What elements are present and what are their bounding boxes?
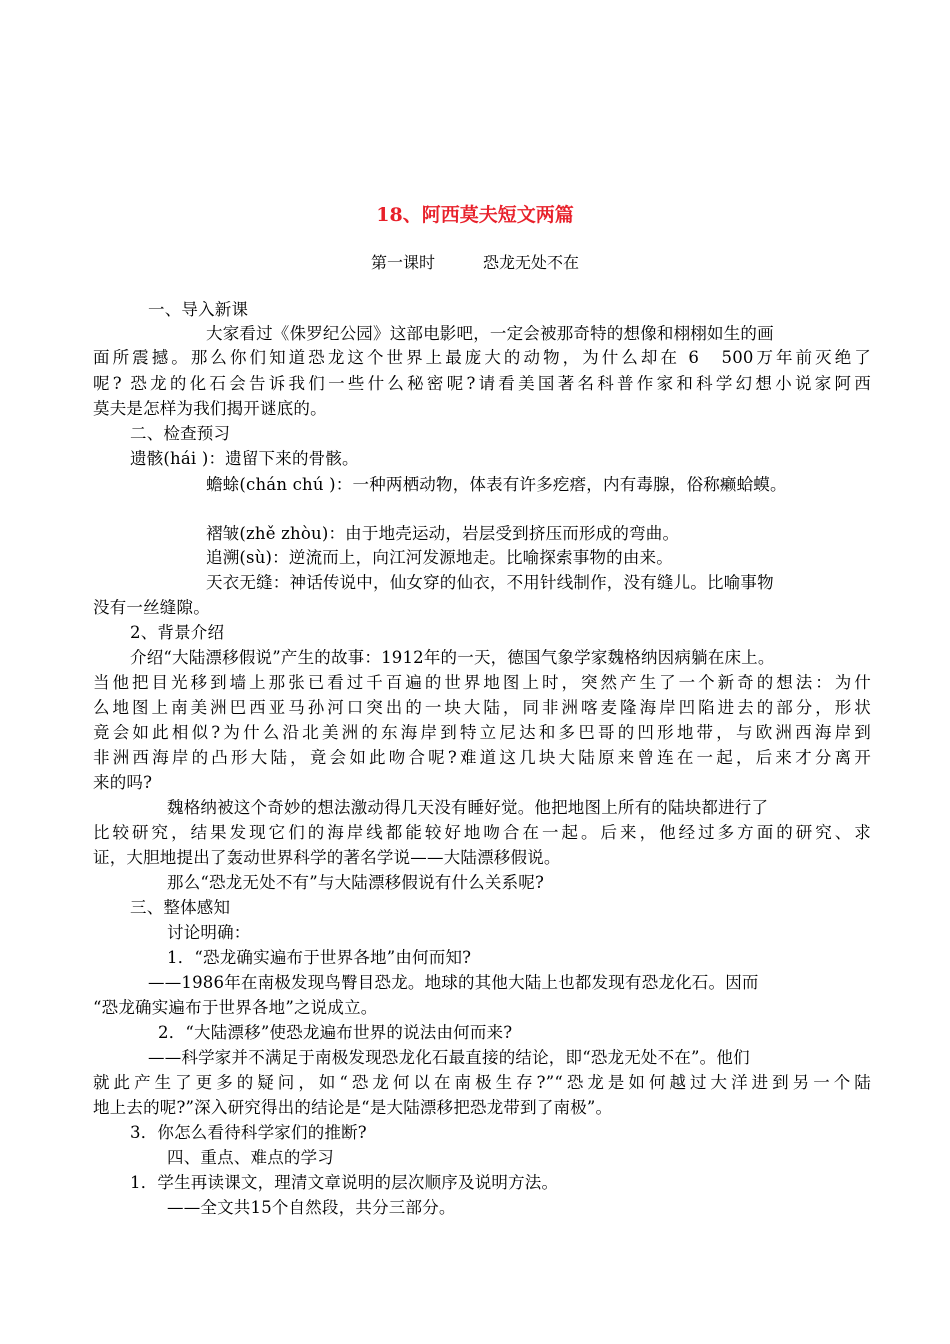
paragraph-line: 讨论明确：	[167, 923, 251, 942]
lesson-label: 第一课时	[370, 253, 435, 272]
lesson-topic: 恐龙无处不在	[483, 253, 580, 272]
paragraph-line: 面所震撼。那么你们知道恐龙这个世界上最庞大的动物，为什么却在 6 500万年前灭绝了	[93, 348, 871, 367]
paragraph-line: 呢? 恐龙的化石会告诉我们一些什么秘密呢?请看美国著名科普作家和科学幻想小说家阿西	[93, 374, 871, 393]
paragraph-line: 魏格纳被这个奇妙的想法激动得几天没有睡好觉。他把地图上所有的陆块都进行了	[167, 798, 769, 817]
section-heading: 三、整体感知	[130, 898, 231, 917]
paragraph-line: 1．学生再读课文，理清文章说明的层次顺序及说明方法。	[130, 1173, 559, 1192]
paragraph-line: 么地图上南美洲巴西亚马孙河口突出的一块大陆，同非洲喀麦隆海岸凹陷进去的部分，形状	[93, 698, 871, 717]
lesson-subtitle	[0, 250, 950, 273]
vocab-item: 追溯(sù)：逆流而上，向江河发源地走。比喻探索事物的由来。	[206, 548, 673, 567]
paragraph-line: 比较研究，结果发现它们的海岸线都能较好地吻合在一起。后来，他经过多方面的研究、求	[93, 823, 871, 842]
vocab-item: 褶皱(zhě zhòu)：由于地壳运动，岩层受到挤压而形成的弯曲。	[206, 524, 680, 543]
question-line: 3．你怎么看待科学家们的推断?	[130, 1123, 367, 1142]
answer-line: ——全文共15个自然段，共分三部分。	[167, 1198, 456, 1217]
answer-line: “恐龙确实遍布于世界各地”之说成立。	[93, 998, 378, 1017]
paragraph-line: 竟会如此相似?为什么沿北美洲的东海岸到特立尼达和多巴哥的凹形地带，与欧洲西海岸到	[93, 723, 871, 742]
vocab-item: 没有一丝缝隙。	[93, 598, 210, 617]
question-line: 2．“大陆漂移”使恐龙遍布世界的说法由何而来?	[158, 1023, 513, 1042]
paragraph-line: 那么“恐龙无处不有”与大陆漂移假说有什么关系呢?	[167, 873, 545, 892]
section-heading: 2、背景介绍	[130, 623, 225, 642]
paragraph-line: 介绍“大陆漂移假说”产生的故事：1912年的一天，德国气象学家魏格纳因病躺在床上。	[130, 648, 775, 667]
document-title: 18、阿西莫夫短文两篇	[376, 204, 574, 226]
vocab-item: 遗骸(hái )：遗留下来的骨骸。	[130, 449, 359, 468]
section-heading: 四、重点、难点的学习	[167, 1148, 334, 1167]
vocab-item: 蟾蜍(chán chú )：一种两栖动物，体表有许多疙瘩，内有毒腺，俗称癞蛤蟆。	[206, 475, 787, 494]
question-line: 1．“恐龙确实遍布于世界各地”由何而知?	[167, 948, 472, 967]
section-heading: 一、导入新课	[148, 300, 249, 319]
paragraph-line: 大家看过《侏罗纪公园》这部电影吧，一定会被那奇特的想像和栩栩如生的画	[206, 324, 774, 343]
paragraph-line: 当他把目光移到墙上那张已看过千百遍的世界地图上时，突然产生了一个新奇的想法：为什	[93, 673, 871, 692]
section-heading: 二、检查预习	[130, 424, 231, 443]
paragraph-line: 来的吗?	[93, 773, 153, 792]
answer-line: 地上去的呢?”深入研究得出的结论是“是大陆漂移把恐龙带到了南极”。	[93, 1098, 613, 1117]
paragraph-line: 证，大胆地提出了轰动世界科学的著名学说——大陆漂移假说。	[93, 848, 561, 867]
paragraph-line: 莫夫是怎样为我们揭开谜底的。	[93, 399, 327, 418]
answer-line: 就此产生了更多的疑问，如“恐龙何以在南极生存?”“恐龙是如何越过大洋进到另一个陆	[93, 1073, 871, 1092]
vocab-item: 天衣无缝：神话传说中，仙女穿的仙衣，不用针线制作，没有缝儿。比喻事物	[206, 573, 774, 592]
answer-line: ——科学家并不满足于南极发现恐龙化石最直接的结论，即“恐龙无处不在”。他们	[148, 1048, 750, 1067]
answer-line: ——1986年在南极发现鸟臀目恐龙。地球的其他大陆上也都发现有恐龙化石。因而	[148, 973, 759, 992]
paragraph-line: 非洲西海岸的凸形大陆，竟会如此吻合呢?难道这几块大陆原来曾连在一起，后来才分离开	[93, 748, 871, 767]
